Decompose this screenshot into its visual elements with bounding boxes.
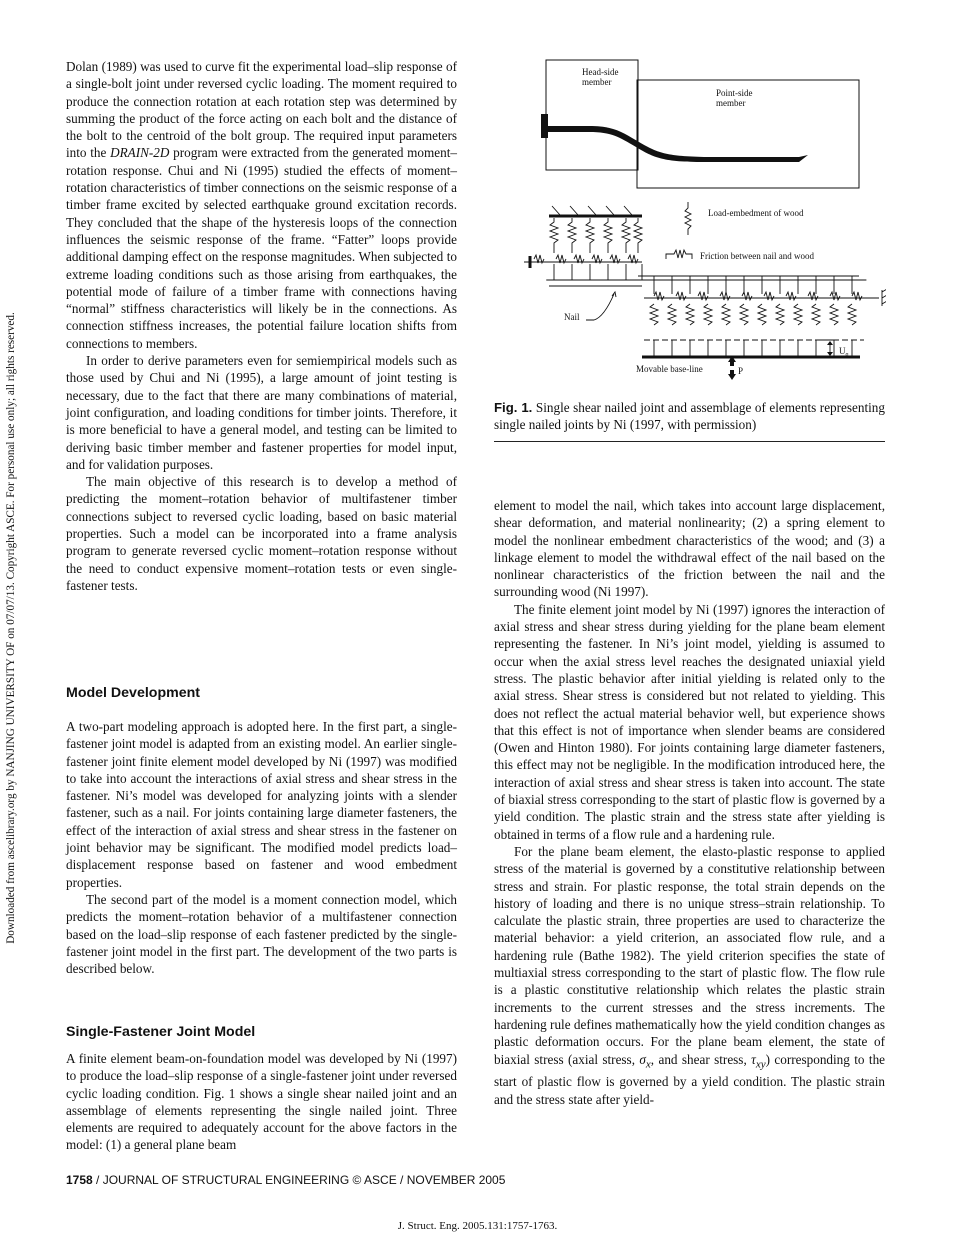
label-nail: Nail [564,312,580,322]
label-point-side-2: member [716,98,746,108]
download-notice [2,265,20,990]
label-head-side-2: member [582,77,612,87]
text-span: Dolan (1989) was used to curve fit the experimental load–slip response of a single-bolt joint under reversed cyclic loading. The moment required to produce the connection rotation at each rotation step was determined by summing the product of the force acting on each bolt and the distance of the bolt to the centroid of the bolt group. The required input parameters into the [66,59,457,161]
label-uq: $U_q$ [839,346,849,358]
text-span: ) corresponding to the start of plastic flow is governed by a yield condition. The plastic strain and the stress state after yield- [494,1051,886,1107]
paragraph: In order to derive parameters even for semiempirical models such as those used by Chui and Ni (1995), a large amount of joint testing is necessary, due to the fact that there are many combinations of material, joint configuration, and loading conditions for timber joints. Therefore, it is more beneficial to have a general model, and testing can be limited to deriving basic timber member and fastener properties for model input, and for validation purposes. [66,353,457,472]
single-fastener-body [66,1050,457,1154]
paragraph: The main objective of this research is to develop a method of predicting the moment–rotation behavior of multifastener timber connections subject to reversed cyclic loading, based on basic material properties. Such a model can be incorporated into a frame analysis program to generate reversed cyclic moment–rotation response without the need to conduct expensive moment–rotation tests or even single-fastener tests. [66,474,457,593]
model-development-body [66,718,457,977]
section-heading-model-development: Model Development [66,685,201,701]
figure-label: Fig. 1. [494,400,533,415]
figure-1-diagram [494,52,886,412]
label-base-line: Movable base-line [636,364,703,374]
journal-name: / JOURNAL OF STRUCTURAL ENGINEERING © ASCE / NOVEMBER 2005 [92,1173,506,1187]
page-number: 1758 [66,1173,93,1187]
nailed-joint-diagram-icon [494,52,886,402]
text-span: program were extracted from the generated moment–rotation response. Chui and Ni (1995) studied the effects of moment–rotation characteristics of timber connections on the seismic response of a timber frame excited by selected earthquake ground excitation records. They concluded that the shape of the hysteresis loops of the connection influences the seismic response of the frame. “Fatter” loops provide additional damping effect on the response magnitudes. When subjected to extreme loading conditions such as those arising from earthquakes, the potential mode of failure of a timber frame with connections having “normal” stiffness characteristics will likely be in the connections. As connection stiffness increases, the potential failure location shifts from connections to members. [66,145,457,351]
label-p: P [738,366,744,376]
section-heading-single-fastener: Single-Fastener Joint Model [66,1024,256,1040]
program-name: DRAIN-2D [110,145,170,161]
sigma-subscript: x [645,1058,651,1071]
label-head-side-1: Head-side [582,67,619,77]
paragraph: The second part of the model is a moment connection model, which predicts the moment–rotation behavior of a multifastener connection based on the load–slip response of each fastener predicted by the single-fastener joint model in the first part. The development of the two parts is described below. [66,891,457,977]
left-column-intro [66,58,457,594]
label-friction: Friction between nail and wood [700,251,814,261]
paragraph: element to model the nail, which takes into account large displacement, shear deformation, and material nonlinearity; (2) a spring element to model the nonlinear embedment characteristics of the wood; and (3) a linkage element to model the withdrawal effect of the nail based on the nonlinear characteristics of the friction between the nail and the surrounding wood (Ni 1997). [494,498,885,600]
label-load-embedment: Load-embedment of wood [708,208,804,218]
text-span: For the plane beam element, the elasto-plastic response to applied stress of the material is governed by a constitutive relationship between stress and strain. For plastic response, the total strain depends on the history of loading and there is no unique stress–strain relationship. To calculate the plastic strain, three properties are used to characterize the material behavior: a yield criterion, an associated flow rule, and a hardening rule (Bathe 1982). The yield criterion specifies the state of multiaxial stress corresponding to the start of plastic flow. The flow rule is a plastic constitutive relationship which relates the plastic strain increments to the current stresses and the stress increments. The hardening rule defines mathematically how the yield condition changes as plastic deformation occurs. For the plane beam element, the state of biaxial stress (axial stress, [494,843,885,1067]
paragraph: A two-part modeling approach is adopted here. In the first part, a single-fastener joint model is adapted from an existing model. An earlier single-fastener joint finite element model developed by Ni (1997) was modified to take into account the interactions of axial stress and shear stress in the fastener. Ni’s model was developed for analyzing joints with a slender fastener, such as a nail. For joints containing large diameter fasteners, the effect of the interaction of axial stress and shear stress in the fastener on joint behavior may be significant. The modified model predicts load–displacement response based on fastener and wood embedment properties. [66,719,457,890]
text-span: , and shear stress, [650,1051,752,1067]
page-footer [66,1173,505,1187]
figure-1-caption [494,399,885,442]
paragraph: A finite element beam-on-foundation model was developed by Ni (1997) to produce the load–slip response of a single-fastener joint under reversed cyclic loading condition. Fig. 1 shows a single shear nailed joint and an assemblage of elements representing the single nailed joint. Three elements are required to adequately account for the above factors in the model: (1) a general plane beam [66,1051,457,1153]
paragraph [66,58,457,352]
sigma-symbol: σ [639,1051,646,1067]
right-column-body [494,497,885,1108]
citation: J. Struct. Eng. 2005.131:1757-1763. [397,1220,558,1232]
download-notice-text: Downloaded from ascelibrary.org by NANJING UNIVERSITY OF on 07/07/13. Copyright ASCE. For personal use only; all rights reserved. [5,311,18,944]
paragraph [494,843,885,1108]
tau-symbol: τ [751,1051,756,1067]
paragraph: The finite element joint model by Ni (1997) ignores the interaction of axial stress and shear stress during yielding for the plane beam element representing the fastener. In Ni’s joint model, yielding is assumed to occur when the axial stress level reaches the designated uniaxial yield stress. The plastic behavior after initial yielding is related only to the axial stress. Shear stress is considered but not related to yielding. This does not reflect the actual material behavior well, but experience shows that this effect is not of importance when slender beams are considered (Owen and Hinton 1980). For joints containing large diameter fasteners, this effect may not be negligible. In the modification introduced here, the interaction of axial stress and shear stress is taken into account. The state of biaxial stress corresponding to the start of plastic flow is governed by a yield condition. The plastic strain and the stress state after yielding is obtained in terms of a flow rule and a hardening rule. [494,601,885,842]
tau-subscript: xy [755,1058,766,1071]
caption-text: Single shear nailed joint and assemblage of elements representing single nailed joints by Ni (1997, with permission) [494,400,885,433]
label-point-side-1: Point-side [716,88,753,98]
